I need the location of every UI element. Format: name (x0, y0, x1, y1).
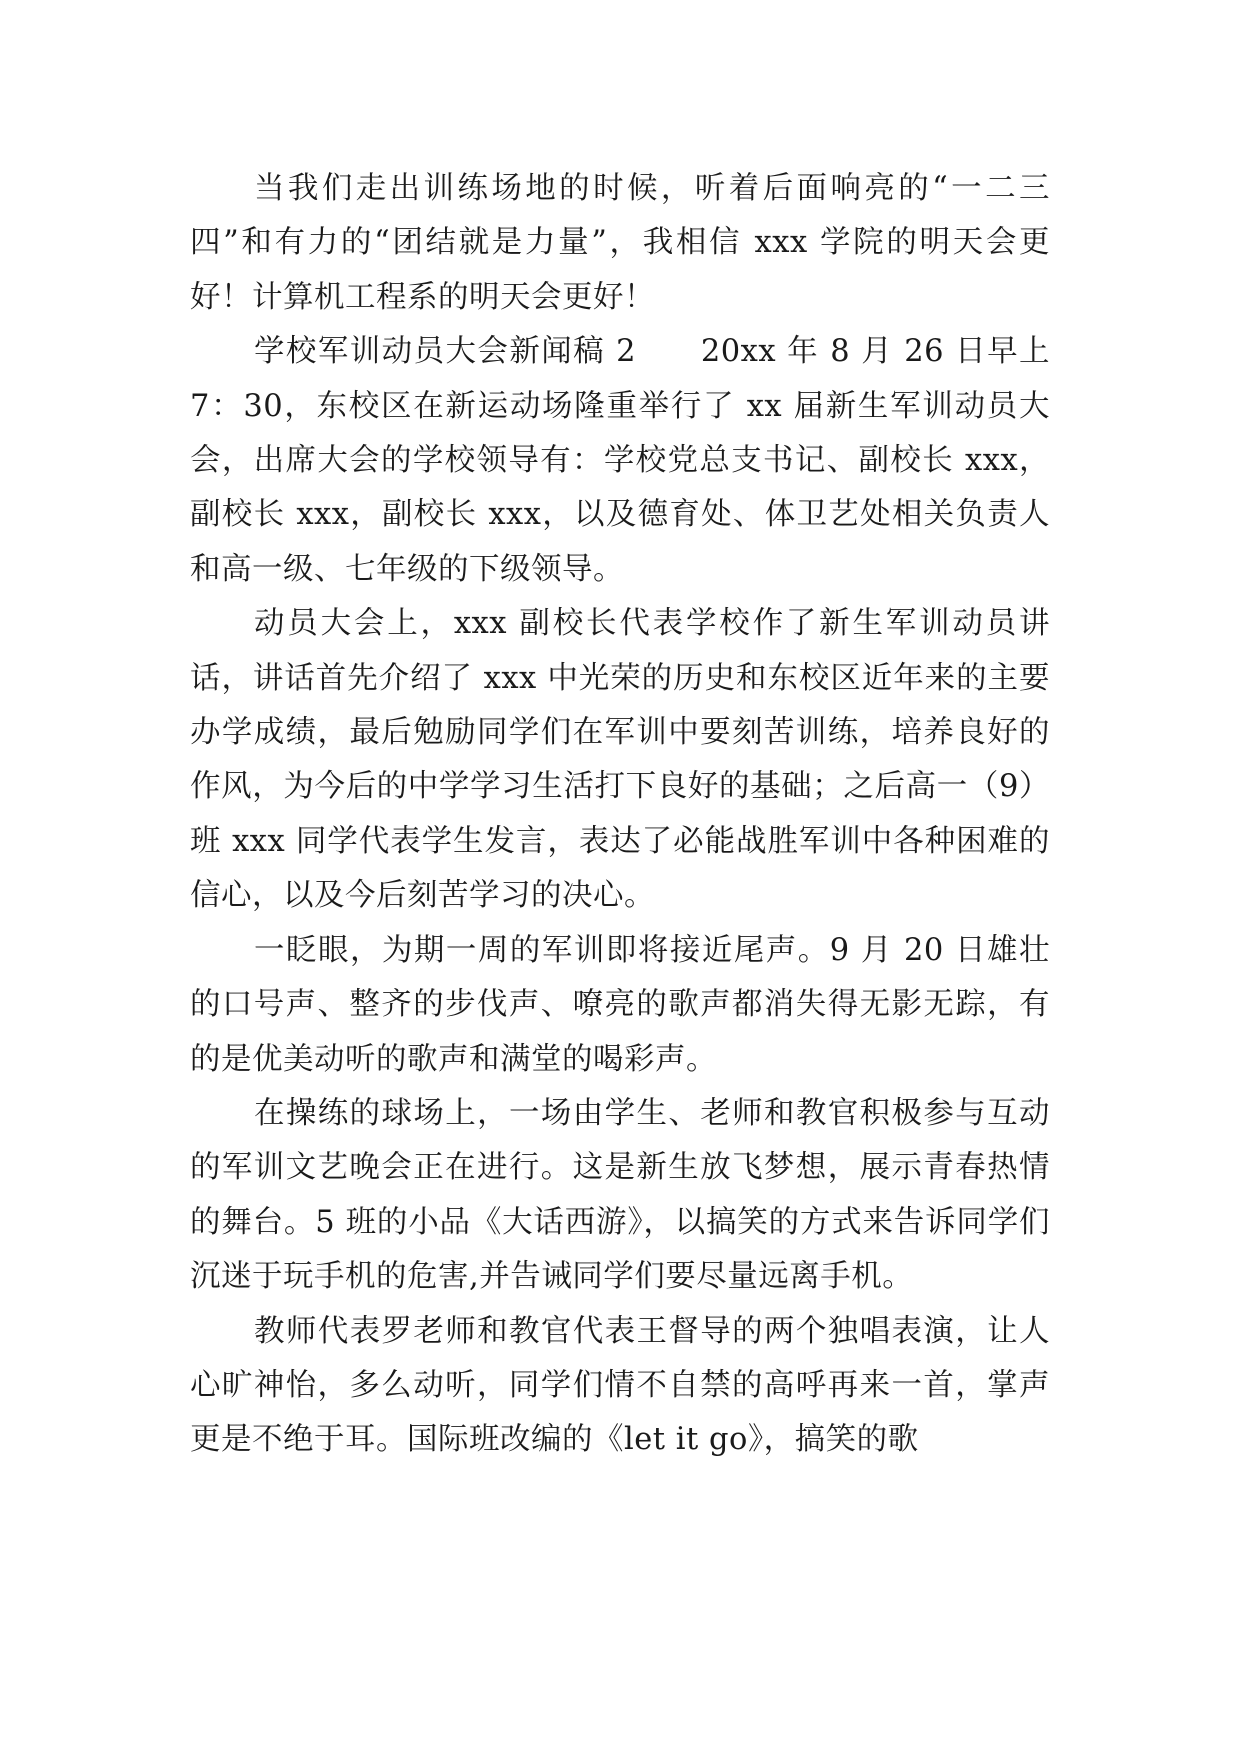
paragraph: 学校军训动员大会新闻稿 2 20xx 年 8 月 26 日早上 7：30，东校区在新运动场隆重举行了 xx 届新生军训动员大会，出席大会的学校领导有：学校党总支书记、副校长 xxx，副校长 xxx，副校长 xxx，以及德育处、体卫艺处相关负责人和高一级、七年级的下级领导。 (190, 334, 1050, 587)
paragraph: 教师代表罗老师和教官代表王督导的两个独唱表演，让人心旷神怡，多么动听，同学们情不自禁的高呼再来一首，掌声更是不绝于耳。国际班改编的《let it go》，搞笑的歌 (190, 1313, 1050, 1458)
document-body (190, 162, 1050, 1468)
paragraph: 当我们走出训练场地的时候，听着后面响亮的“一二三四”和有力的“团结就是力量”，我相信 xxx 学院的明天会更好！计算机工程系的明天会更好！ (190, 171, 1050, 315)
paragraph: 一眨眼，为期一周的军训即将接近尾声。9 月 20 日雄壮的口号声、整齐的步伐声、嘹亮的歌声都消失得无影无踪，有的是优美动听的歌声和满堂的喝彩声。 (190, 932, 1050, 1077)
paragraph: 在操练的球场上，一场由学生、老师和教官积极参与互动的军训文艺晚会正在进行。这是新生放飞梦想，展示青春热情的舞台。5 班的小品《大话西游》，以搞笑的方式来告诉同学们沉迷于玩手机的危害,并告诫同学们要尽量远离手机。 (190, 1095, 1050, 1295)
paragraph: 动员大会上，xxx 副校长代表学校作了新生军训动员讲话，讲话首先介绍了 xxx 中光荣的历史和东校区近年来的主要办学成绩，最后勉励同学们在军训中要刻苦训练，培养良好的作风，为今后的中学学习生活打下良好的基础；之后高一（9）班 xxx 同学代表学生发言，表达了必能战胜军训中各种困难的信心，以及今后刻苦学习的决心。 (190, 606, 1050, 914)
